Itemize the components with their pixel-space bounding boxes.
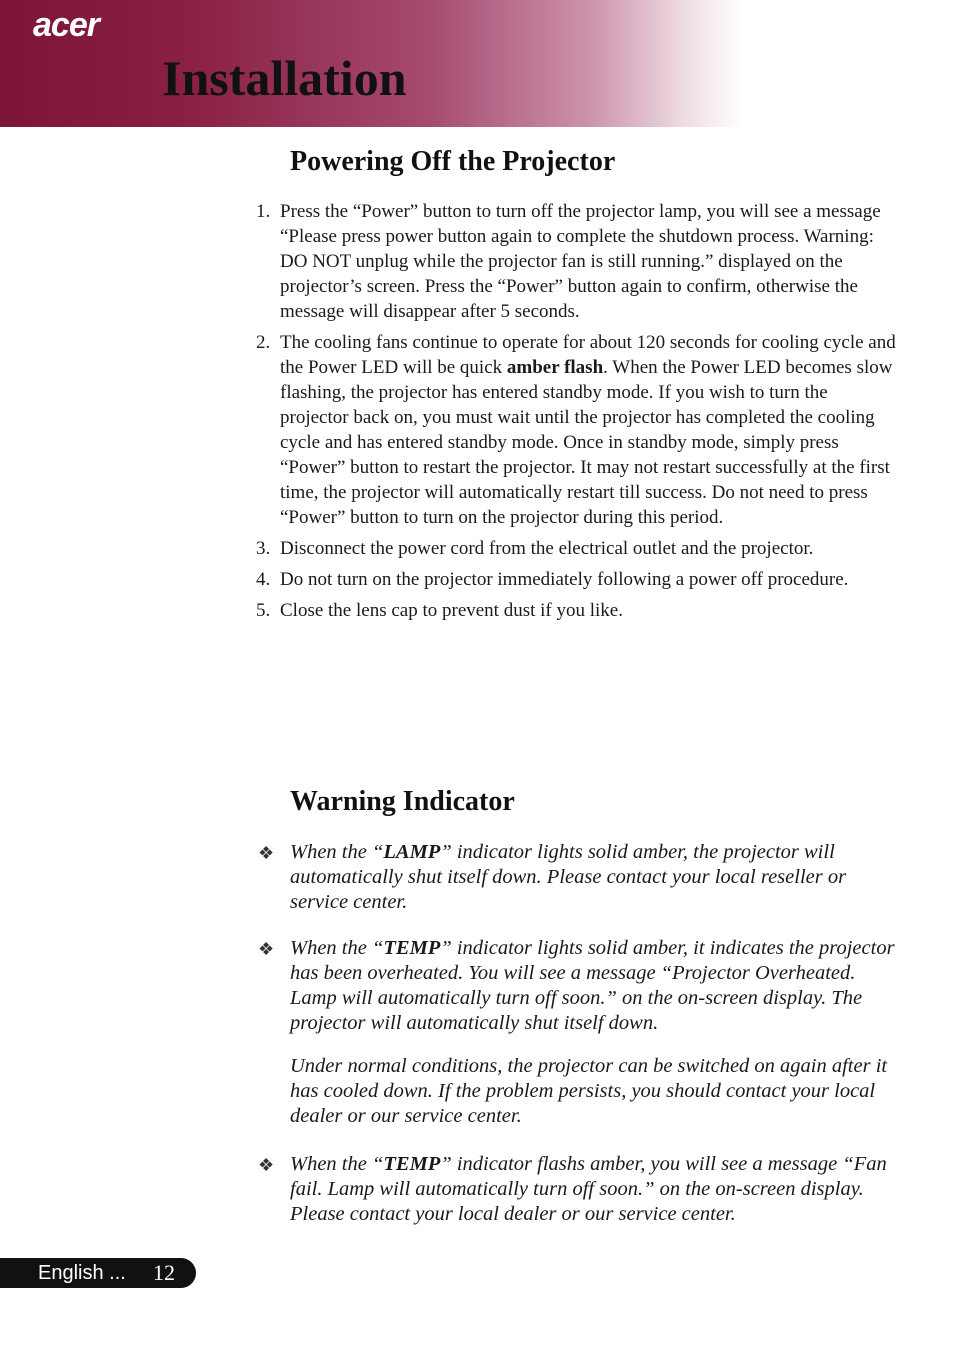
power-off-steps-list: [256, 199, 896, 629]
acer-logo: acer: [33, 6, 99, 44]
step-text: Disconnect the power cord from the electrical outlet and the projector.: [280, 538, 814, 559]
list-item: [256, 536, 896, 561]
warning-item-lamp: [258, 840, 898, 915]
step-number: 2.: [256, 332, 271, 353]
indicator-name: TEMP: [383, 1153, 441, 1175]
diamond-bullet-icon: ❖: [258, 1155, 275, 1175]
step-number: 1.: [256, 201, 271, 222]
warning-text-continued: ” indicator flashs amber, you will see a message “Fan fail. Lamp will automatically turn off soon.” on the on-screen display. Please contact your local dealer or our service center.: [290, 1153, 887, 1225]
warning-text: When the “: [290, 841, 384, 863]
diamond-bullet-icon: ❖: [258, 843, 275, 863]
step-text: Press the “Power” button to turn off the projector lamp, you will see a message “Please press power button again to complete the shutdown process. Warning: DO NOT unplug while the projector fan is still running.” displayed on the projector’s screen. Press the “Power” button again to confirm, otherwise the message will disappear after 5 seconds.: [280, 201, 881, 322]
emphasis-amber-flash: amber flash: [506, 357, 604, 378]
list-item: [256, 330, 896, 530]
indicator-name: LAMP: [383, 841, 441, 863]
step-text: Close the lens cap to prevent dust if you like.: [280, 600, 623, 621]
warning-text-continued: ” indicator lights solid amber, the projector will automatically shut itself down. Please contact your local reseller or service center.: [290, 841, 847, 913]
warning-item-temp-solid: [258, 936, 898, 1129]
section-heading-powering-off: Powering Off the Projector: [290, 146, 616, 177]
warning-text: When the “: [290, 937, 384, 959]
list-item: [256, 598, 896, 623]
step-text: The cooling fans continue to operate for about 120 seconds for cooling cycle and the Power LED will be quick: [280, 332, 896, 378]
header-band: [0, 0, 954, 127]
page-title: Installation: [162, 50, 407, 106]
footer-language: English ...: [38, 1262, 126, 1284]
warning-text-continued: ” indicator lights solid amber, it indicates the projector has been overheated. You will see a message “Projector Overheated. Lamp will automatically turn off soon.” on the on-screen display. The projector will automatically shut itself down.: [290, 937, 895, 1034]
page-number: 12: [153, 1260, 175, 1285]
diamond-bullet-icon: ❖: [258, 939, 275, 959]
list-item: [256, 199, 896, 324]
list-item: [256, 567, 896, 592]
step-number: 5.: [256, 600, 271, 621]
step-number: 4.: [256, 569, 271, 590]
page-footer-tab: [0, 1258, 196, 1288]
step-number: 3.: [256, 538, 271, 559]
step-text: Do not turn on the projector immediately following a power off procedure.: [280, 569, 849, 590]
section-heading-warning-indicator: Warning Indicator: [290, 786, 515, 817]
indicator-name: TEMP: [383, 937, 441, 959]
warning-text: When the “: [290, 1153, 384, 1175]
step-text-continued: . When the Power LED becomes slow flashing, the projector has entered standby mode. If you wish to turn the projector back on, you must wait until the projector has completed the cooling cycle and has entered standby mode. Once in standby mode, simply press “Power” button to restart the projector. It may not restart successfully at the first time, the projector will automatically restart till success. Do not need to press “Power” button to turn on the projector during this period.: [280, 357, 893, 528]
warning-followup-text: Under normal conditions, the projector can be switched on again after it has cooled down. If the problem persists, you should contact your local dealer or our service center.: [290, 1055, 888, 1127]
warning-item-temp-flash: [258, 1152, 898, 1227]
